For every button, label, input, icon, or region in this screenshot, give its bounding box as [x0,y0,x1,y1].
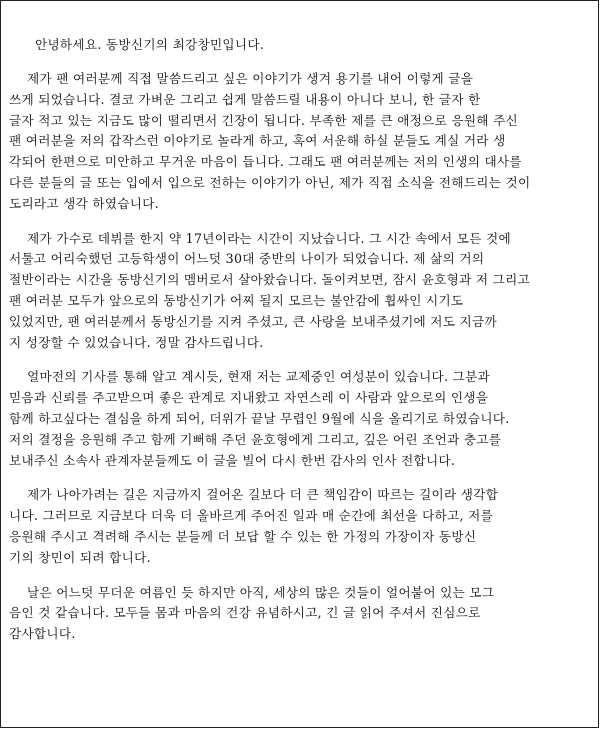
letter-line: 저의 결정을 응원해 주고 함께 기뻐해 주던 윤호형에게 그리고, 깊은 어린 조언과 충고를 [9,431,502,447]
letter-line: 서툴고 어리숙했던 고등학생이 어느덧 30대 중반의 나이가 되었습니다. 제 삶의 거의 [9,251,485,267]
letter-body [9,69,588,645]
letter-line: 보내주신 소속사 관계자분들께도 이 글을 빌어 다시 한번 감사의 인사 전합니다. [9,452,456,468]
letter-line: 팬 여러분 모두가 앞으로의 동방신기가 어찌 될지 모르는 불안감에 휩싸인 시기도 [9,292,464,308]
letter-line: 절반이라는 시간을 동방신기의 멤버로서 살아왔습니다. 돌이켜보면, 잠시 윤호형과 저 그리고 [9,272,531,288]
letter-line: 감사합니다. [9,626,76,642]
letter-line: 믿음과 신뢰를 주고받으며 좋은 관계로 지내왔고 자연스레 이 사람과 앞으로의 인생을 [9,390,489,406]
letter-line: 있었지만, 팬 여러분께서 동방신기를 지켜 주셨고, 큰 사랑을 보내주셨기에 저도 지금까 [9,313,497,329]
letter-line: 쓰게 되었습니다. 결코 가벼운 그리고 쉽게 말씀드릴 내용이 아니다 보니, 한 글자 한 [9,91,481,107]
letter-line: 다른 분들의 글 또는 입에서 입으로 전하는 이야기가 아닌, 제가 직접 소식을 전해드리는 것이 [9,174,531,190]
letter-paragraph [9,367,588,471]
letter-line: 제가 가수로 데뷔를 한지 약 17년이라는 시간이 지났습니다. 그 시간 속에서 모든 것에 [27,230,511,246]
letter-line: 지 성장할 수 있었습니다. 정말 감사드립니다. [9,334,264,350]
letter-line: 도리라고 생각 하였습니다. [9,195,160,211]
letter-line: 제가 팬 여러분께 직접 말씀드리고 싶은 이야기가 생겨 용기를 내어 이렇게 글을 [27,71,474,86]
letter-line: 제가 나아가려는 길은 지금까지 걸어온 길보다 더 큰 책임감이 따르는 길이라 생각합 [27,487,499,503]
letter-greeting: 안녕하세요. 동방신기의 최강창민입니다. [35,37,265,52]
letter-paragraph [9,229,588,354]
handwritten-letter [9,35,588,659]
letter-paragraph [9,583,588,645]
letter-line: 각되어 한편으로 미안하고 무거운 마음이 듭니다. 그래도 팬 여러분께는 저의 인생의 대사를 [9,154,522,170]
letter-line: 함께 하고싶다는 결심을 하게 되어, 더위가 끝날 무렵인 9월에 식을 올리기로 하였습니다. [9,410,510,426]
letter-paragraph [9,485,588,568]
letter-line: 니다. 그러므로 지금보다 더욱 더 올바르게 주어진 일과 매 순간에 최선을 다하고, 저를 [9,508,494,524]
letter-line: 기의 창민이 되려 합니다. [9,549,151,565]
letter-line: 응원해 주시고 격려해 주시는 분들께 더 보답 할 수 있는 한 가정의 가장이자 동방신 [9,528,477,544]
letter-line: 글자 적고 있는 지금도 많이 떨리면서 긴장이 됩니다. 부족한 제를 큰 애정으로 응원해 주신 [9,112,519,128]
letter-paragraph [9,69,588,215]
letter-line: 날은 어느덧 무더운 여름인 듯 하지만 아직, 세상의 많은 것들이 얼어붙어 있는 모그 [27,584,495,600]
letter-line: 얼마전의 기사를 통해 알고 계시듯, 현재 저는 교제중인 여성분이 있습니다. 그분과 [27,369,491,385]
letter-line: 팬 여러분을 저의 갑작스런 이야기로 놀라게 하고, 혹여 서운해 하실 분들도 계실 거라 생 [9,133,506,149]
letter-line: 음인 것 같습니다. 모두들 몸과 마음의 건강 유념하시고, 긴 글 읽어 주셔서 진심으로 [9,605,481,621]
